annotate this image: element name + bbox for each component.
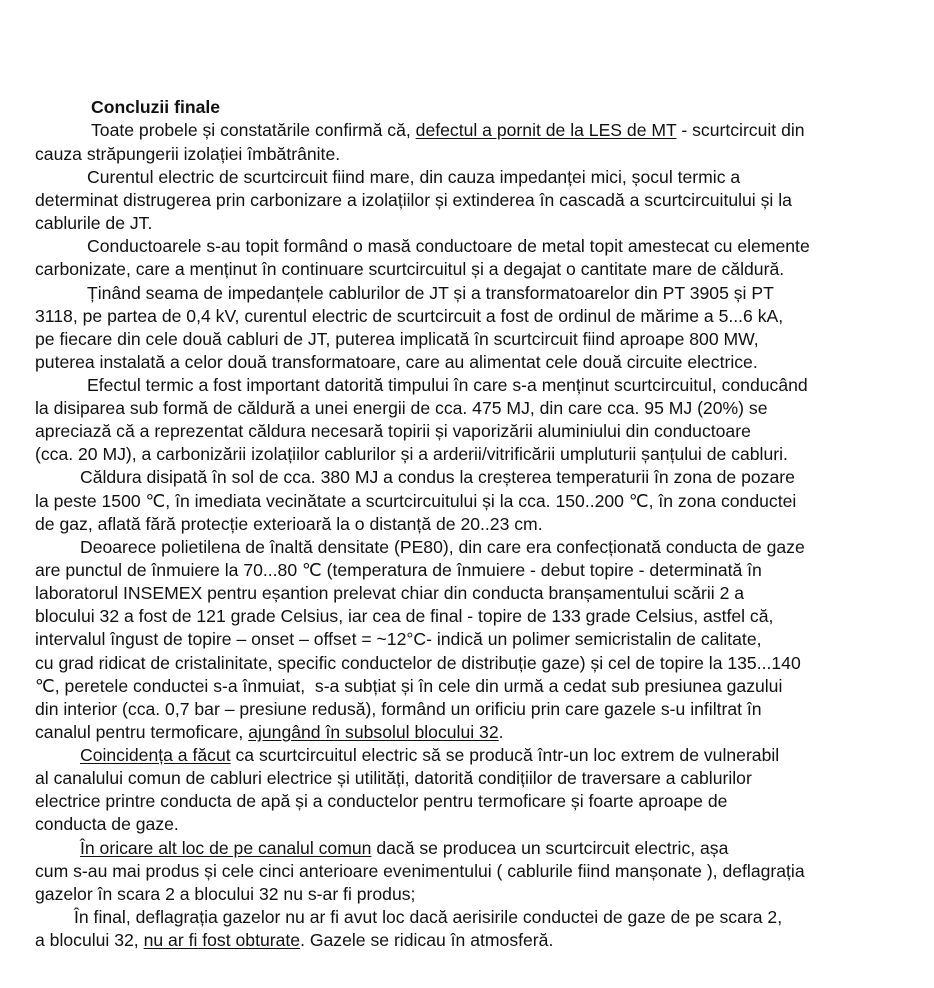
text-line bbox=[80, 744, 934, 767]
text-line bbox=[35, 189, 934, 212]
text-segment: al canalului comun de cabluri electrice și utilități, datorită condițiilor de traversare a cablurilor bbox=[35, 768, 752, 788]
text-segment: (cca. 20 MJ), a carbonizării izolațiilor cablurilor și a arderii/vitrificării umpluturii șanțului de cabluri. bbox=[35, 444, 788, 464]
text-line bbox=[80, 837, 934, 860]
text-line bbox=[35, 721, 934, 744]
text-segment: intervalul îngust de topire – onset – offset = ~12°C- indică un polimer semicristalin de calitate, bbox=[35, 629, 762, 649]
text-line bbox=[91, 119, 934, 142]
text-segment: ca scurtcircuitul electric să se producă într-un loc extrem de vulnerabil bbox=[230, 745, 780, 765]
text-segment: conducta de gaze. bbox=[35, 814, 179, 834]
text-line bbox=[35, 605, 934, 628]
text-line bbox=[35, 790, 934, 813]
text-segment: laboratorul INSEMEX pentru eșantion prelevat chiar din conducta branșamentului scării 2 a bbox=[35, 583, 745, 603]
text-segment: cauza străpungerii izolației îmbătrânite. bbox=[35, 144, 341, 164]
text-line bbox=[35, 513, 934, 536]
text-segment: pe fiecare din cele două cabluri de JT, puterea implicată în scurtcircuit fiind aproape 800 MW, bbox=[35, 329, 759, 349]
text-segment: Căldura disipată în sol de cca. 380 MJ a condus la creșterea temperaturii în zona de pozare bbox=[80, 467, 795, 487]
text-line bbox=[87, 374, 934, 397]
text-line bbox=[35, 143, 934, 166]
text-line bbox=[35, 559, 934, 582]
section-title: Concluzii finale bbox=[91, 97, 221, 117]
text-segment: Efectul termic a fost important datorită timpului în care s-a menținut scurtcircuitul, conducând bbox=[87, 375, 808, 395]
text-line bbox=[35, 212, 934, 235]
text-segment: Toate probele și constatările confirmă că, bbox=[91, 120, 416, 140]
text-line bbox=[35, 698, 934, 721]
text-segment: apreciază că a reprezentat căldura necesară topirii și vaporizării aluminiului din conductoare bbox=[35, 421, 751, 441]
text-segment: electrice printre conducta de apă și a conductelor pentru termoficare și foarte aproape de bbox=[35, 791, 728, 811]
text-segment: Deoarece polietilena de înaltă densitate (PE80), din care era confecționată conducta de gaze bbox=[80, 537, 805, 557]
text-segment: ℃, peretele conductei s-a înmuiat, s-a subțiat și în cele din urmă a cedat sub presiunea gazului bbox=[35, 676, 783, 696]
underlined-phrase: nu ar fi fost obturate bbox=[143, 930, 301, 950]
text-segment: are punctul de înmuiere la 70...80 ℃ (temperatura de înmuiere - debut topire - determinată în bbox=[35, 560, 762, 580]
text-line bbox=[87, 166, 934, 189]
text-line bbox=[35, 929, 934, 952]
text-line bbox=[87, 282, 934, 305]
underlined-phrase: În oricare alt loc de pe canalul comun bbox=[80, 838, 372, 858]
text-segment: canalul pentru termoficare, bbox=[35, 722, 249, 742]
text-segment: . Gazele se ridicau în atmosferă. bbox=[300, 930, 554, 950]
text-line bbox=[35, 490, 934, 513]
text-segment: la disiparea sub formă de căldură a unei energii de cca. 475 MJ, din care cca. 95 MJ (20%) se bbox=[35, 398, 768, 418]
text-segment: cablurile de JT. bbox=[35, 213, 153, 233]
text-segment: . bbox=[498, 722, 504, 742]
text-line bbox=[35, 305, 934, 328]
underlined-phrase: ajungând în subsolul blocului 32 bbox=[248, 722, 499, 742]
underlined-phrase: defectul a pornit de la LES de MT bbox=[415, 120, 677, 140]
text-line bbox=[35, 420, 934, 443]
text-line bbox=[35, 397, 934, 420]
text-segment: determinat distrugerea prin carbonizare a izolațiilor și extinderea în cascadă a scurtcircuitului și la bbox=[35, 190, 792, 210]
text-segment: Curentul electric de scurtcircuit fiind mare, din cauza impedanței mici, șocul termic a bbox=[87, 167, 741, 187]
text-segment: la peste 1500 ℃, în imediata vecinătate a scurtcircuitului și la cca. 150..200 ℃, în zona conductei bbox=[35, 491, 797, 511]
text-line bbox=[35, 582, 934, 605]
text-line bbox=[35, 813, 934, 836]
text-segment: a blocului 32, bbox=[35, 930, 144, 950]
text-segment: În final, deflagrația gazelor nu ar fi avut loc dacă aerisirile conductei de gaze de pe scara 2, bbox=[74, 907, 783, 927]
text-segment: Ținând seama de impedanțele cablurilor de JT și a transformatoarelor din PT 3905 și PT bbox=[87, 283, 774, 303]
text-segment: cu grad ridicat de cristalinitate, specific conductelor de distribuție gaze) și cel de topire la 135...140 bbox=[35, 653, 801, 673]
text-line bbox=[35, 258, 934, 281]
text-segment: de gaz, aflată fără protecție exterioară la o distanță de 20..23 cm. bbox=[35, 514, 543, 534]
underlined-phrase: Coincidența a făcut bbox=[80, 745, 231, 765]
text-line bbox=[35, 883, 934, 906]
text-segment: dacă se producea un scurtcircuit electric, așa bbox=[371, 838, 729, 858]
text-line bbox=[87, 235, 934, 258]
text-line bbox=[35, 628, 934, 651]
text-line bbox=[35, 652, 934, 675]
text-segment: Conductoarele s-au topit formând o masă conductoare de metal topit amestecat cu elemente bbox=[87, 236, 810, 256]
text-segment: cum s-au mai produs și cele cinci anterioare evenimentului ( cablurile fiind manșonate ), deflagrația bbox=[35, 861, 805, 881]
text-segment: gazelor în scara 2 a blocului 32 nu s-ar fi produs; bbox=[35, 884, 416, 904]
text-segment: carbonizate, care a menținut în continuare scurtcircuitul și a degajat o cantitate mare de căldură. bbox=[35, 259, 785, 279]
text-segment: blocului 32 a fost de 121 grade Celsius, iar cea de final - topire de 133 grade Celsius, astfel că, bbox=[35, 606, 774, 626]
text-line bbox=[35, 328, 934, 351]
text-segment: puterea instalată a celor două transformatoare, care au alimentat cele două circuite electrice. bbox=[35, 352, 758, 372]
text-segment: 3118, pe partea de 0,4 kV, curentul electric de scurtcircuit a fost de ordinul de mărime a 5...6 kA, bbox=[35, 306, 784, 326]
text-line bbox=[74, 906, 934, 929]
text-line bbox=[80, 536, 934, 559]
text-line bbox=[35, 351, 934, 374]
text-segment: din interior (cca. 0,7 bar – presiune redusă), formând un orificiu prin care gazele s-u infiltrat în bbox=[35, 699, 762, 719]
text-line bbox=[35, 860, 934, 883]
text-segment: - scurtcircuit din bbox=[676, 120, 805, 140]
text-line bbox=[80, 466, 934, 489]
text-line bbox=[35, 443, 934, 466]
text-line bbox=[35, 767, 934, 790]
text-line bbox=[35, 675, 934, 698]
